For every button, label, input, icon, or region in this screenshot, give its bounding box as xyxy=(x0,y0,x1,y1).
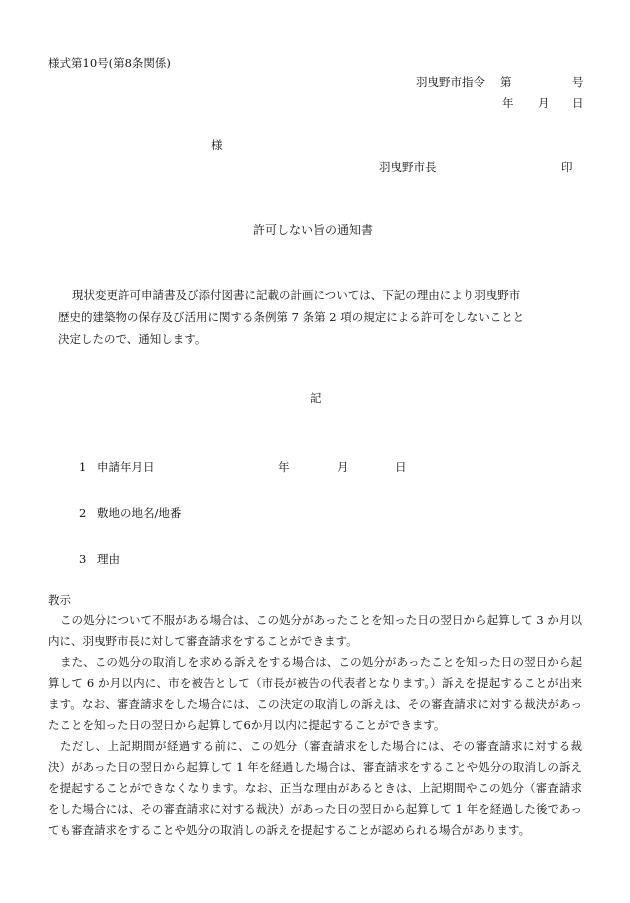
sender-title: 羽曳野市長 xyxy=(379,160,437,174)
notice-paragraph-2: また、この処分の取消しを求める訴えをする場合は、この処分があったことを知った日の翌日から起算して 6 か月以内に、市を被告として（市長が被告の代表者となります。）訴えを提起することが出来ます。なお、審査請求をした場合には、この決定の取消しの訴えは、その審査請求に対する裁決があったことを知った日の翌日から起算して6か月以内に提起することができます。 xyxy=(48,655,582,732)
item-1-year: 年 xyxy=(278,460,290,474)
item-2-number: 2 xyxy=(79,506,87,520)
date-day: 日 xyxy=(572,96,584,110)
number-prefix: 第 xyxy=(500,75,512,89)
date-month: 月 xyxy=(538,96,550,110)
form-number-label: 様式第10号(第8条関係) xyxy=(48,56,171,70)
intro-paragraph xyxy=(58,284,578,350)
ki-heading: 記 xyxy=(310,391,322,405)
addressee-honorific: 様 xyxy=(211,138,223,152)
intro-line-1: 現状変更許可申請書及び添付図書に記載の計画については、下記の理由により羽曳野市 xyxy=(72,288,521,302)
document-title: 許可しない旨の通知書 xyxy=(253,223,374,237)
item-3-number: 3 xyxy=(79,552,87,566)
notice-body xyxy=(48,610,582,841)
issuer-prefix: 羽曳野市指令 xyxy=(416,75,485,89)
item-1-number: 1 xyxy=(79,460,87,474)
item-2-label: 敷地の地名/地番 xyxy=(97,506,182,520)
item-3-label: 理由 xyxy=(97,552,120,566)
item-1-day: 日 xyxy=(395,460,407,474)
item-1-label: 申請年月日 xyxy=(97,460,155,474)
item-1-month: 月 xyxy=(337,460,349,474)
number-suffix: 号 xyxy=(572,75,584,89)
notice-paragraph-1: この処分について不服がある場合は、この処分があったことを知った日の翌日から起算して 3 か月以内に、羽曳野市長に対して審査請求をすることができます。 xyxy=(48,613,582,648)
intro-line-3: 決定したので、通知します。 xyxy=(58,332,207,346)
intro-line-2: 歴史的建築物の保存及び活用に関する条例第 7 条第 2 項の規定による許可をしないことと xyxy=(58,310,525,324)
date-year: 年 xyxy=(502,96,514,110)
notice-paragraph-3: ただし、上記期間が経過する前に、この処分（審査請求をした場合には、その審査請求に対する裁決）があった日の翌日から起算して 1 年を経過した場合は、審査請求をすることや処分の取消しの訴えを提起することができなくなります。なお、正当な理由があるときは、上記期間やこの処分（審査請求をした場合には、その審査請求に対する裁決）があった日の翌日から起算して 1 年を経過した後であっても審査請求をすることや処分の取消しの訴えを提起することが認められる場合があります。 xyxy=(48,739,582,837)
notice-heading: 教示 xyxy=(48,593,71,607)
seal-mark: 印 xyxy=(561,160,573,174)
